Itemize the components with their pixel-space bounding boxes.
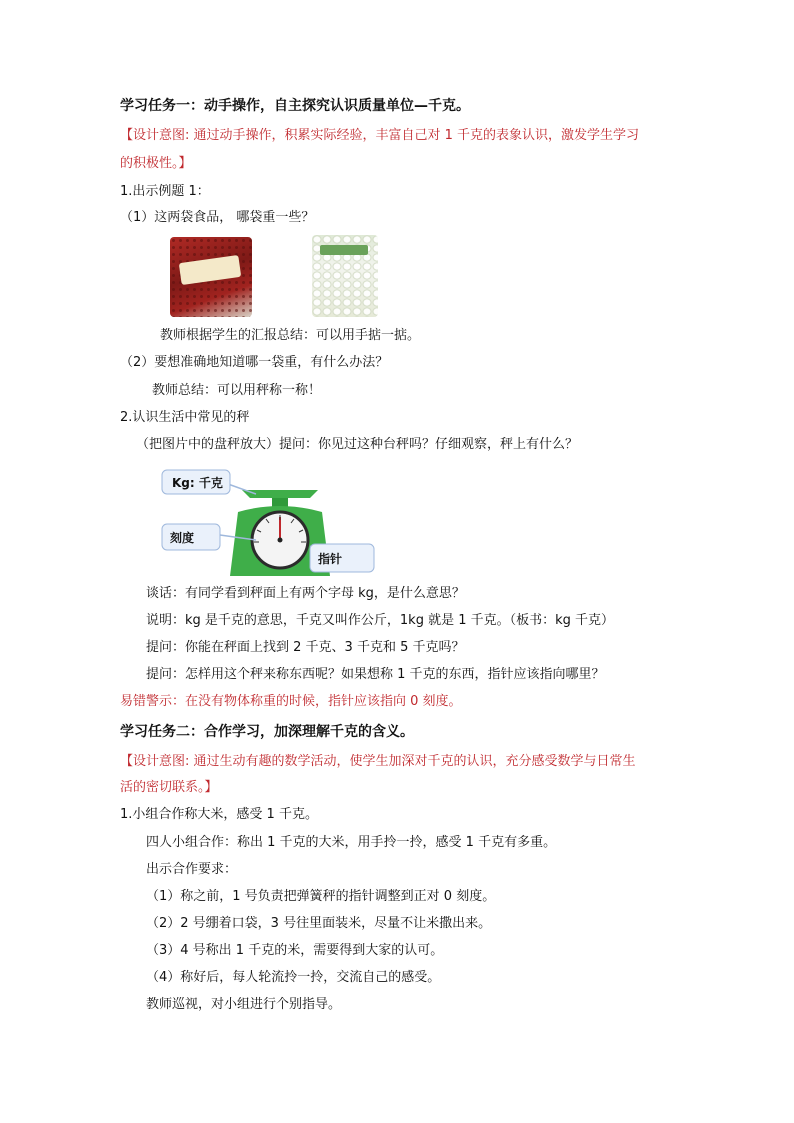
task1-warning: 易错警示：在没有物体称重的时候，指针应该指向 0 刻度。 bbox=[120, 694, 462, 709]
task2-requirements-title: 出示合作要求： bbox=[146, 862, 238, 877]
task1-talk: 谈话：有同学看到秤面上有两个字母 kg，是什么意思？ bbox=[146, 586, 465, 601]
task2-group-task: 四人小组合作：称出 1 千克的大米，用手拎一拎，感受 1 千克有多重。 bbox=[146, 835, 557, 850]
task2-requirement-1: （1）称之前，1 号负责把弹簧秤的指针调整到正对 0 刻度。 bbox=[146, 889, 496, 904]
task1-teacher-summary2: 教师总结：可以用秤称一称！ bbox=[152, 383, 322, 398]
task1-question1: （1）这两袋食品， 哪袋重一些？ bbox=[120, 210, 315, 225]
task2-requirement-3: （3）4 号称出 1 千克的米，需要得到大家的认可。 bbox=[146, 943, 444, 958]
red-bean-bag-image bbox=[170, 237, 252, 317]
label-pointer: 指针 bbox=[318, 552, 343, 566]
task2-intent-line2: 活的密切联系。】 bbox=[120, 780, 218, 795]
task1-question2: （2）要想准确地知道哪一袋重，有什么办法？ bbox=[120, 355, 389, 370]
task1-intent-line2: 的积极性。】 bbox=[120, 156, 192, 171]
task1-item1: 1.出示例题 1： bbox=[120, 184, 210, 199]
task2-requirement-4: （4）称好后，每人轮流拎一拎，交流自己的感受。 bbox=[146, 970, 441, 985]
task1-ask2: 提问：怎样用这个秤来称东西呢？如果想称 1 千克的东西，指针应该指向哪里？ bbox=[146, 667, 605, 682]
white-food-bag-image bbox=[312, 235, 378, 317]
task2-requirement-2: （2）2 号绷着口袋，3 号往里面装米，尽量不让米撒出来。 bbox=[146, 916, 492, 931]
scale-pan bbox=[242, 490, 318, 498]
task1-scale-intro: （把图片中的盘秤放大）提问：你见过这种台秤吗？仔细观察，秤上有什么？ bbox=[136, 437, 579, 452]
task2-item1: 1.小组合作称大米，感受 1 千克。 bbox=[120, 807, 318, 822]
task2-heading: 学习任务二：合作学习，加深理解千克的含义。 bbox=[120, 724, 414, 740]
task1-heading: 学习任务一：动手操作，自主探究认识质量单位—千克。 bbox=[120, 98, 470, 114]
task1-ask1: 提问：你能在秤面上找到 2 千克、3 千克和 5 千克吗？ bbox=[146, 640, 465, 655]
task1-teacher-summary1: 教师根据学生的汇报总结：可以用手掂一掂。 bbox=[160, 328, 421, 343]
platform-scale-diagram bbox=[160, 468, 380, 578]
task1-item2: 2.认识生活中常见的秤 bbox=[120, 410, 250, 425]
label-ticks: 刻度 bbox=[170, 531, 195, 545]
task2-intent-line1: 【设计意图: 通过生动有趣的数学活动，使学生加深对千克的认识，充分感受数学与日常生 bbox=[120, 754, 636, 769]
label-kg: Kg: 千克 bbox=[172, 476, 223, 490]
task1-intent-line1: 【设计意图: 通过动手操作，积累实际经验，丰富自己对 1 千克的表象认识，激发学生学习 bbox=[120, 128, 640, 143]
scale-dial-center bbox=[278, 538, 283, 543]
task1-explain: 说明：kg 是千克的意思，千克又叫作公斤，1kg 就是 1 千克。（板书：kg 千克） bbox=[146, 613, 615, 628]
task2-teacher-patrol: 教师巡视，对小组进行个别指导。 bbox=[146, 997, 342, 1012]
